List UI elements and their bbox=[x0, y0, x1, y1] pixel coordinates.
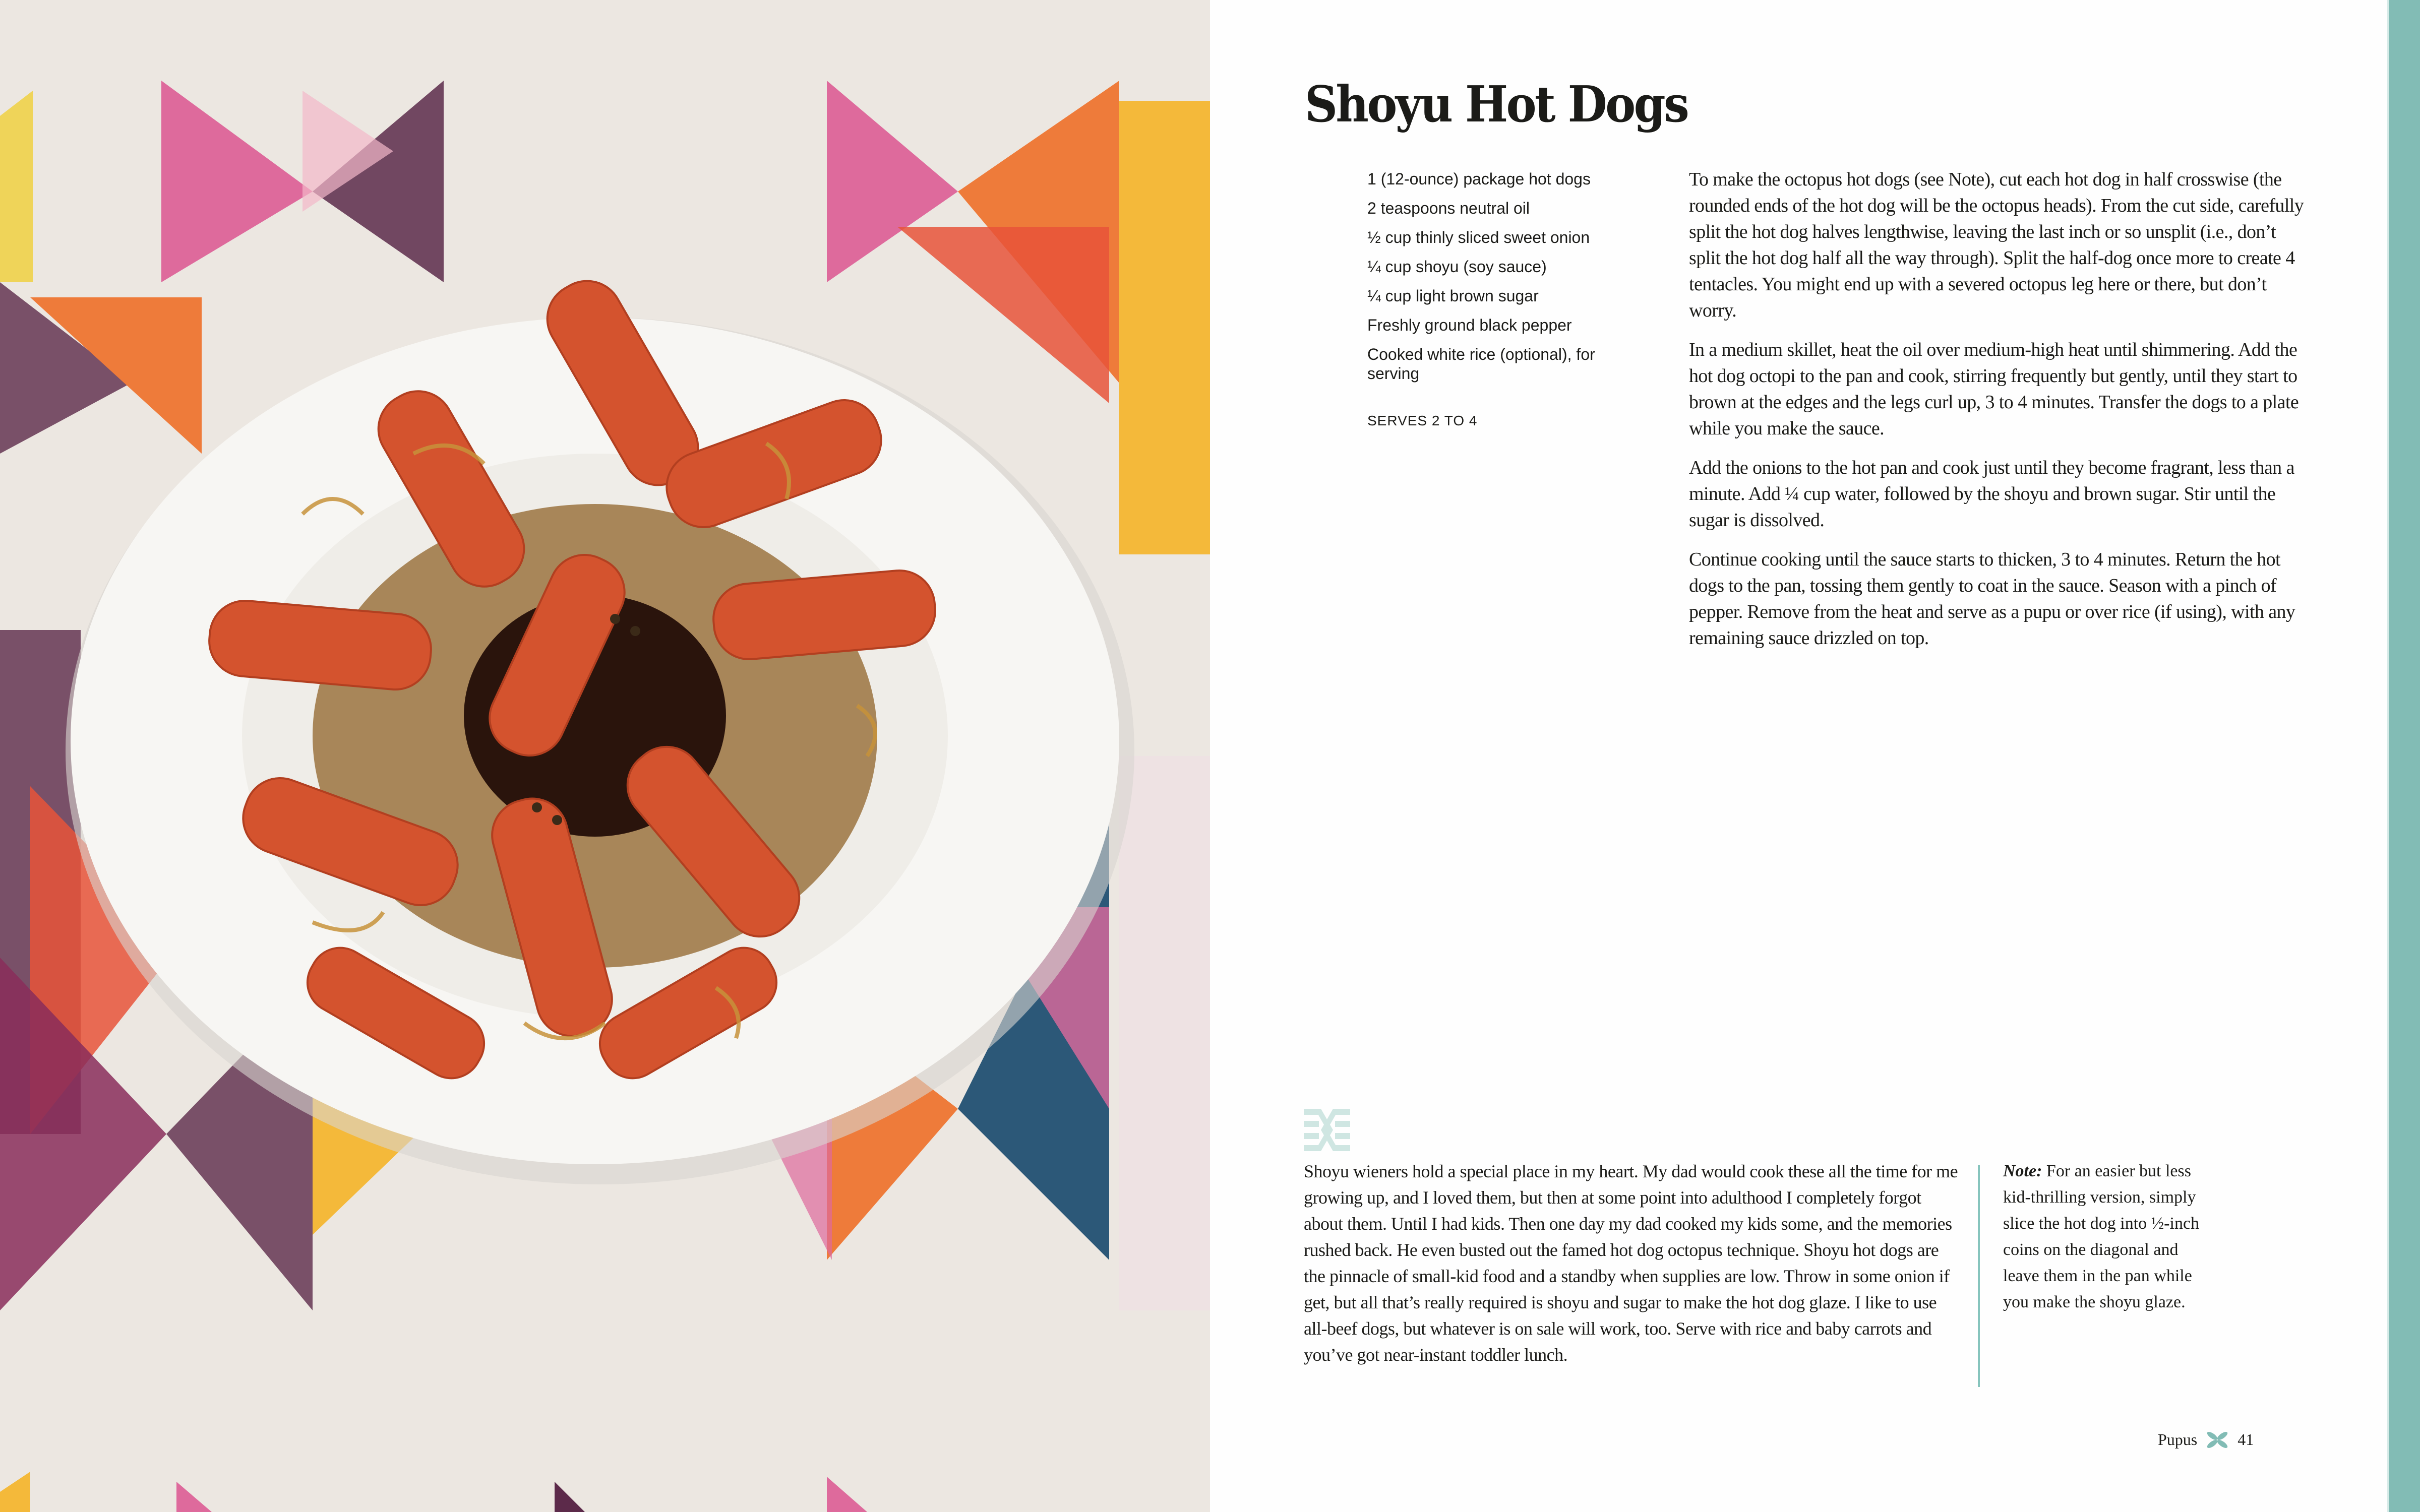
ornament-icon bbox=[1304, 1109, 1350, 1151]
method-step: Add the onions to the hot pan and cook just until they become fragrant, less than a minute. Add ¼ cup water, followed by the shoyu and brown sugar. Stir until the sugar is dissolved. bbox=[1689, 457, 2294, 531]
ingredient-item: 1 (12-ounce) package hot dogs bbox=[1367, 170, 1591, 188]
method-steps bbox=[1689, 166, 2304, 664]
note-divider bbox=[1978, 1165, 1980, 1387]
ingredient-item: Freshly ground black pepper bbox=[1367, 316, 1572, 334]
headnote: Shoyu wieners hold a special place in my heart. My dad would cook these all the time for me growing up, and I loved them, but then at some point into adulthood I completely forgot about them. Until I had kids. Then one day my dad cooked my kids some, and the memories rushed back. He even busted out the famed hot dog octopus technique. Shoyu hot dogs are the pinnacle of small-kid food and a standby when supplies are low. Throw in some onion if get, but all that’s really required is shoyu and sugar to make the hot dog glaze. I like to use all-beef dogs, but whatever is on sale will work, too. Serve with rice and baby carrots and you’ve got near-instant toddler lunch. bbox=[1304, 1161, 1958, 1365]
serves-label: SERVES 2 TO 4 bbox=[1367, 413, 1478, 428]
ingredient-item: ¼ cup light brown sugar bbox=[1367, 287, 1539, 305]
page-number: 41 bbox=[2237, 1430, 2254, 1448]
ingredient-item: ½ cup thinly sliced sweet onion bbox=[1367, 228, 1590, 246]
note-text: For an easier but less kid-thrilling version, simply slice the hot dog into ½-inch coins on the diagonal and leave them in the pan while you make the shoyu glaze. bbox=[2003, 1162, 2200, 1311]
recipe-title: Shoyu Hot Dogs bbox=[1305, 76, 1688, 134]
leaf-cross-icon bbox=[2206, 1432, 2228, 1448]
page-footer bbox=[2158, 1430, 2254, 1449]
ingredient-item: ¼ cup shoyu (soy sauce) bbox=[1367, 258, 1547, 276]
note-label: Note: bbox=[2003, 1162, 2042, 1180]
ingredient-item: 2 teaspoons neutral oil bbox=[1367, 199, 1530, 217]
note-callout bbox=[2003, 1158, 2205, 1315]
recipe-page bbox=[1210, 0, 2420, 1512]
method-step: To make the octopus hot dogs (see Note), cut each hot dog in half crosswise (the rounded ends of the hot dog will be the octopus heads). From the cut side, carefully split the hot dog halves lengthwise, leaving the last inch or so unsplit (i.e., don’t split the hot dog half all the way through). Split the half-dog once more to create 4 tentacles. You might end up with a severed octopus leg here or there, but don’t worry. bbox=[1689, 169, 2304, 321]
page-edge-accent bbox=[2387, 0, 2420, 1512]
method-step: Continue cooking until the sauce starts to thicken, 3 to 4 minutes. Return the hot dogs to the pan, tossing them gently to coat in the sauce. Season with a pinch of pepper. Remove from the heat and serve as a pupu or over rice (if using), with any remaining sauce drizzled on top. bbox=[1689, 549, 2295, 649]
method-step: In a medium skillet, heat the oil over medium-high heat until shimmering. Add the hot dog octopi to the pan and cook, stirring frequently but gently, until they start to brown at the edges and the legs curl up, 3 to 4 minutes. Transfer the dogs to a plate while you make the sauce. bbox=[1689, 339, 2299, 439]
section-name: Pupus bbox=[2158, 1430, 2198, 1448]
ingredients-list bbox=[1367, 169, 1650, 430]
ingredient-item: Cooked white rice (optional), for serving bbox=[1367, 345, 1595, 383]
